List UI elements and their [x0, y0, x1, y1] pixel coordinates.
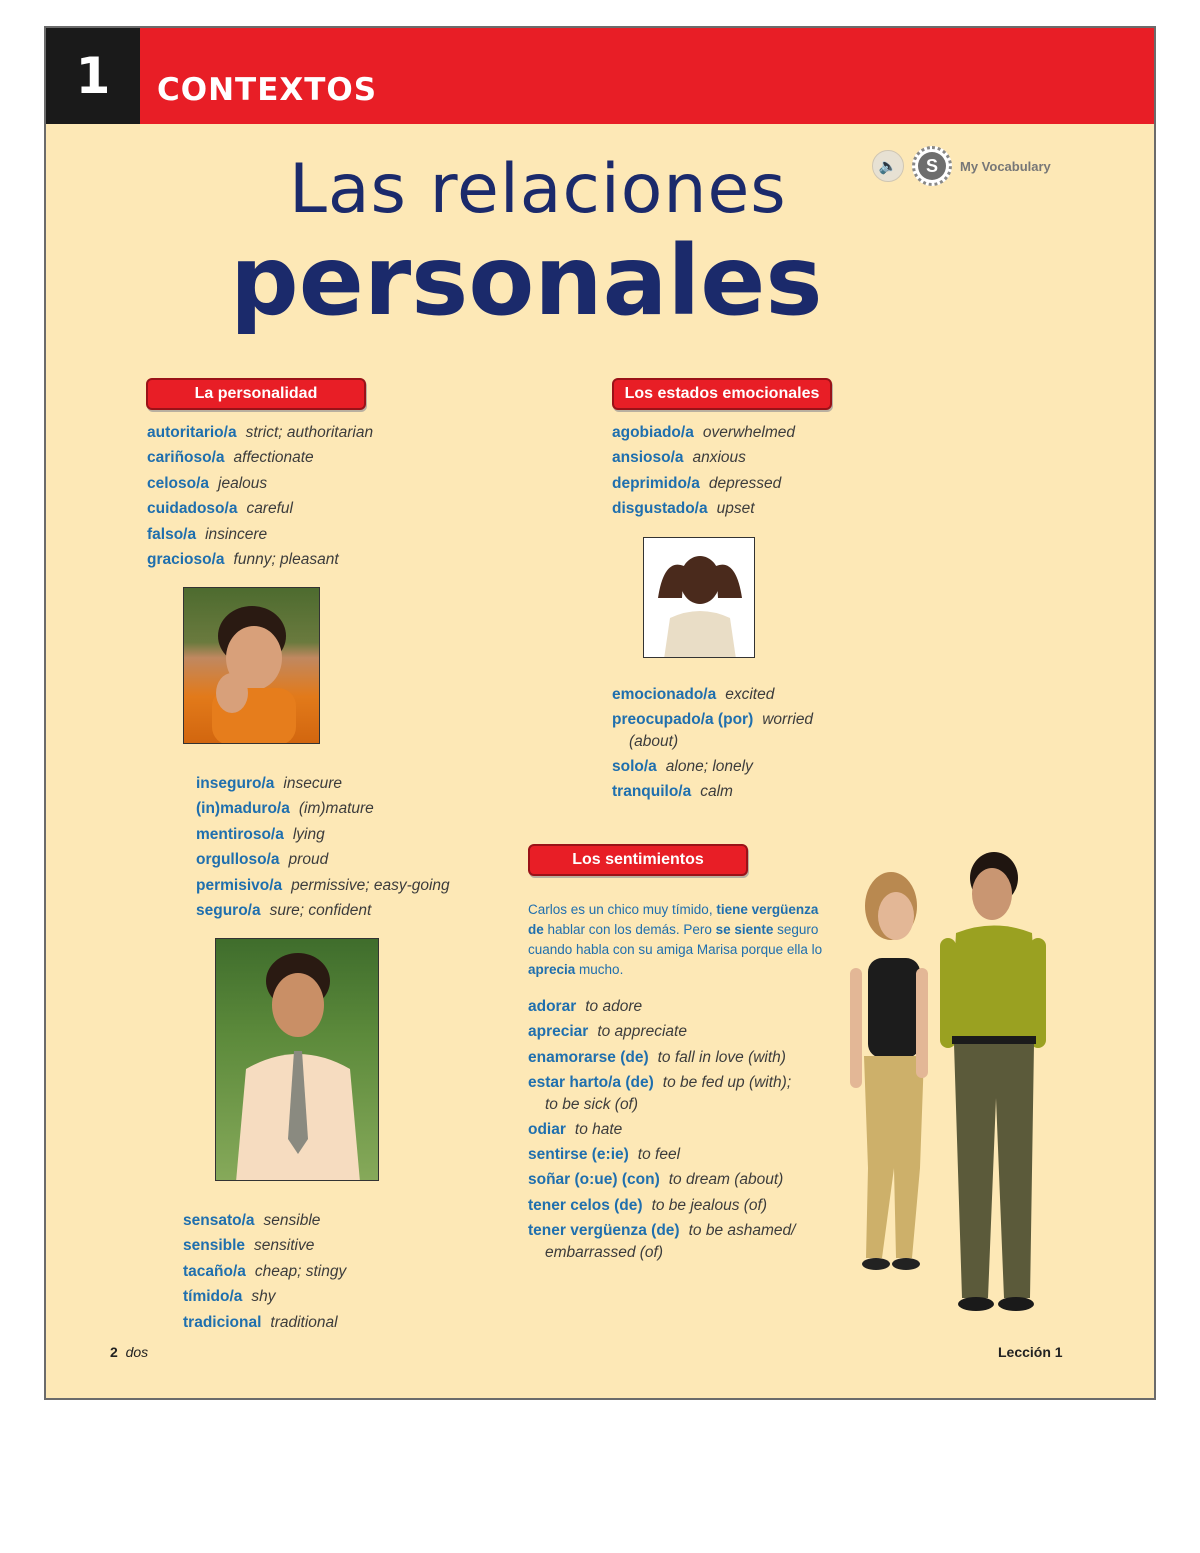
page-number-digit: 2 — [110, 1344, 118, 1360]
vocab-translation: to feel — [637, 1146, 681, 1164]
vocab-word: preocupado/a (por) — [612, 711, 754, 729]
vocab-translation: to be fed up (with); — [662, 1074, 792, 1092]
vocab-word: autoritario/a — [147, 424, 237, 441]
vocab-item — [528, 1070, 795, 1114]
vocab-item — [528, 1045, 795, 1070]
vocab-item — [612, 779, 813, 804]
vocab-item — [196, 873, 450, 898]
vocab-word: cuidadoso/a — [147, 500, 238, 518]
vocab-word: inseguro/a — [196, 775, 275, 792]
vocab-item — [196, 771, 450, 796]
couple-photo — [816, 838, 1066, 1328]
page-title-line2: personales — [230, 225, 823, 337]
para-bold-2: se siente — [715, 922, 774, 937]
vocab-item — [528, 1218, 795, 1262]
man-figure — [644, 538, 755, 658]
para-text-4: mucho. — [575, 962, 624, 977]
vocab-translation: sensitive — [254, 1237, 315, 1255]
vocab-translation: to be jealous (of) — [651, 1196, 768, 1214]
page-number-word: dos — [125, 1344, 149, 1360]
textbook-page — [44, 26, 1156, 1400]
vocab-word: tener vergüenza (de) — [528, 1222, 680, 1240]
vocab-translation: to fall in love (with) — [657, 1048, 786, 1066]
vocab-item — [147, 496, 373, 521]
vocab-item — [147, 445, 373, 470]
vocab-word: seguro/a — [196, 902, 261, 920]
chapter-header — [46, 28, 1154, 124]
vocab-item — [147, 471, 373, 496]
vocab-word: (in)maduro/a — [196, 800, 290, 818]
vocab-item — [183, 1284, 346, 1309]
vocab-item — [196, 796, 450, 821]
vocab-list-estados-2 — [612, 682, 813, 805]
vocab-item — [612, 471, 795, 496]
vocab-translation: calm — [700, 783, 733, 801]
girl-figure — [850, 872, 928, 1270]
vocab-translation: upset — [716, 500, 755, 518]
supersite-icon[interactable] — [912, 146, 952, 186]
vocab-word: tímido/a — [183, 1288, 243, 1306]
section-title: CONTEXTOS — [157, 72, 378, 108]
vocab-translation: affectionate — [233, 449, 314, 467]
vocab-word: sentirse (e:ie) — [528, 1146, 629, 1164]
vocab-translation: alone; lonely — [665, 757, 753, 775]
heading-sentimientos: Los sentimientos — [528, 844, 748, 876]
photo-man-overwhelmed — [643, 537, 755, 658]
vocab-translation-continued: (about) — [629, 732, 679, 750]
vocab-word: permisivo/a — [196, 876, 283, 894]
boy-figure — [184, 588, 320, 744]
vocab-word: adorar — [528, 998, 577, 1015]
my-vocabulary-link[interactable]: My Vocabulary — [960, 158, 1051, 174]
vocab-item — [528, 1167, 795, 1192]
vocab-word: agobiado/a — [612, 424, 694, 441]
vocab-translation: traditional — [270, 1313, 338, 1331]
vocab-word: ansioso/a — [612, 449, 684, 467]
vocab-word: deprimido/a — [612, 474, 700, 492]
photo-boy-smiling — [183, 587, 320, 744]
vocab-item — [196, 822, 450, 847]
vocab-item — [612, 754, 813, 779]
vocab-translation: to be ashamed/ — [688, 1222, 796, 1240]
vocab-item — [147, 420, 373, 445]
intro-paragraph — [528, 900, 828, 980]
vocab-item — [528, 1019, 795, 1044]
vocab-translation: insincere — [205, 525, 268, 543]
vocab-item — [612, 496, 795, 521]
supersite-letter: S — [918, 152, 946, 180]
boy-tie-figure — [216, 939, 379, 1181]
vocab-word: disgustado/a — [612, 500, 708, 518]
vocab-word: gracioso/a — [147, 551, 225, 569]
vocab-list-personalidad-3 — [183, 1208, 346, 1335]
para-text-2: hablar con los demás. Pero — [543, 922, 716, 937]
page-number — [110, 1344, 148, 1360]
vocab-item — [196, 898, 450, 923]
vocab-translation: sure; confident — [269, 902, 372, 920]
para-bold-1: tiene vergüenza de — [528, 902, 819, 937]
vocab-translation-continued: embarrassed (of) — [545, 1243, 664, 1261]
vocab-word: celoso/a — [147, 474, 210, 492]
vocab-item — [183, 1259, 346, 1284]
vocab-word: tradicional — [183, 1313, 262, 1331]
vocab-item — [147, 522, 373, 547]
vocab-list-personalidad-2 — [196, 771, 450, 923]
vocab-word: enamorarse (de) — [528, 1048, 649, 1066]
vocab-word: tacaño/a — [183, 1262, 246, 1280]
vocab-item — [528, 1142, 795, 1167]
vocab-word: solo/a — [612, 757, 657, 775]
vocab-word: cariñoso/a — [147, 449, 225, 467]
vocab-word: emocionado/a — [612, 686, 717, 703]
vocab-item — [612, 707, 813, 751]
vocab-translation: insecure — [283, 775, 342, 792]
vocab-translation: jealous — [218, 474, 268, 492]
vocab-translation: worried — [762, 711, 814, 729]
vocab-word: apreciar — [528, 1023, 589, 1041]
vocab-translation-continued: to be sick (of) — [545, 1095, 639, 1113]
page-title-line1: Las relaciones — [289, 150, 787, 229]
vocab-translation: overwhelmed — [702, 424, 796, 441]
lesson-label: Lección 1 — [998, 1344, 1063, 1360]
vocab-item — [183, 1233, 346, 1258]
vocab-translation: lying — [292, 825, 325, 843]
vocab-item — [612, 682, 813, 707]
vocab-item — [528, 1117, 795, 1142]
vocab-translation: careful — [246, 500, 293, 518]
vocab-list-estados-1 — [612, 420, 795, 522]
vocab-translation: depressed — [708, 474, 782, 492]
boy-figure-standing — [940, 852, 1046, 1311]
vocab-translation: proud — [288, 851, 329, 869]
vocab-translation: to dream (about) — [668, 1171, 784, 1189]
vocab-item — [183, 1310, 346, 1335]
vocab-item — [183, 1208, 346, 1233]
vocab-word: odiar — [528, 1120, 566, 1138]
vocab-word: tener celos (de) — [528, 1196, 643, 1214]
vocab-item — [612, 420, 795, 445]
speaker-icon[interactable]: 🔈 — [872, 150, 904, 182]
vocab-translation: cheap; stingy — [254, 1262, 347, 1280]
vocab-list-sentimientos — [528, 994, 795, 1265]
vocab-item — [528, 1193, 795, 1218]
vocab-word: mentiroso/a — [196, 825, 284, 843]
vocab-word: sensible — [183, 1237, 246, 1255]
vocab-item — [196, 847, 450, 872]
vocab-list-personalidad-1 — [147, 420, 373, 572]
vocab-translation: strict; authoritarian — [245, 424, 374, 441]
para-bold-3: aprecia — [528, 962, 576, 977]
vocab-translation: to adore — [585, 998, 643, 1015]
heading-personalidad: La personalidad — [146, 378, 366, 410]
chapter-number: 1 — [46, 28, 140, 124]
para-text-3: seguro cuando habla con su amiga Marisa porque ella lo — [528, 922, 823, 957]
vocab-word: falso/a — [147, 525, 197, 543]
vocab-word: sensato/a — [183, 1212, 255, 1229]
vocab-word: tranquilo/a — [612, 783, 692, 801]
vocab-translation: to hate — [574, 1120, 623, 1138]
vocab-translation: funny; pleasant — [233, 551, 339, 569]
vocab-translation: to appreciate — [597, 1023, 687, 1041]
vocab-word: soñar (o:ue) (con) — [528, 1171, 660, 1189]
vocab-item — [612, 445, 795, 470]
supersite-tools — [872, 146, 1051, 186]
vocab-item — [147, 547, 373, 572]
vocab-translation: permissive; easy-going — [291, 876, 450, 894]
vocab-translation: excited — [725, 686, 775, 703]
photo-boy-tie — [215, 938, 379, 1181]
para-text-1: Carlos es un chico muy tímido, — [528, 902, 717, 917]
vocab-word: estar harto/a (de) — [528, 1074, 654, 1092]
vocab-translation: shy — [251, 1288, 276, 1306]
heading-estados-emocionales: Los estados emocionales — [612, 378, 832, 410]
vocab-item — [528, 994, 795, 1019]
vocab-word: orgulloso/a — [196, 851, 280, 869]
vocab-translation: (im)mature — [298, 800, 374, 818]
vocab-translation: sensible — [263, 1212, 321, 1229]
vocab-translation: anxious — [692, 449, 746, 467]
